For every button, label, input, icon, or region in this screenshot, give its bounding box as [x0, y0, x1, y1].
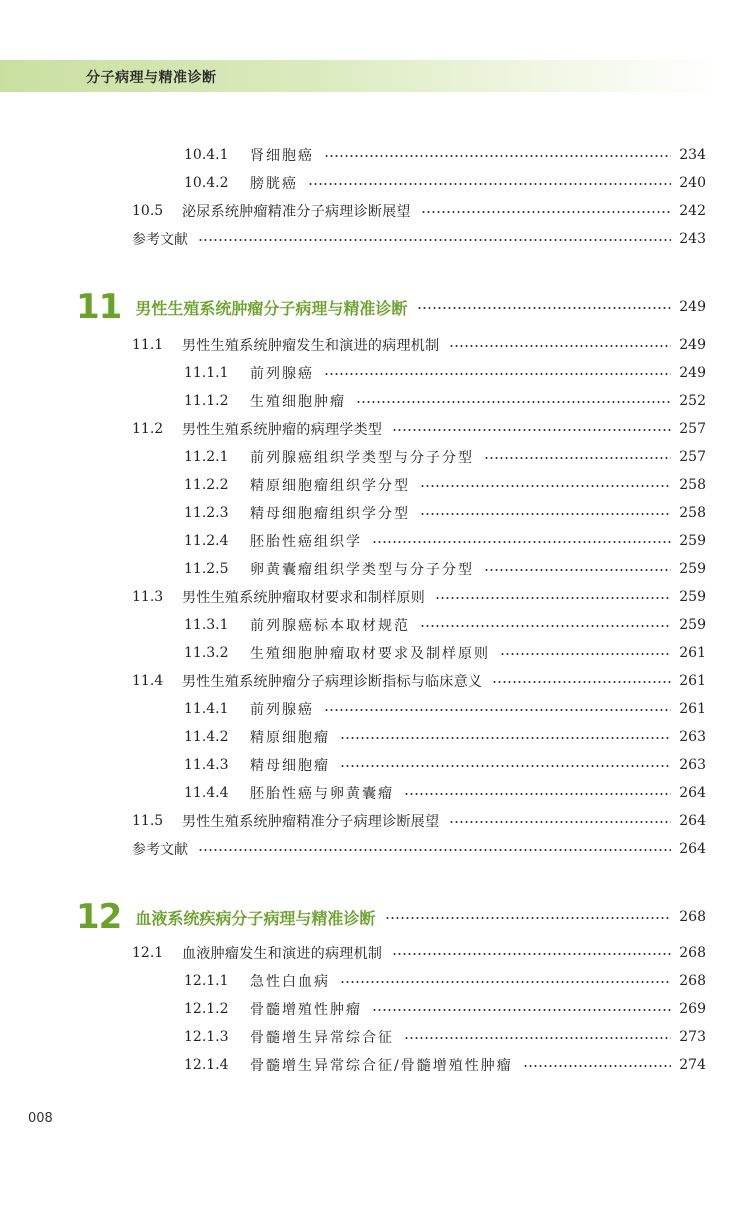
page-ref: 259 [679, 561, 706, 577]
dot-leader [420, 513, 671, 515]
toc-entry[interactable] [184, 362, 706, 384]
entry-title: 血液肿瘤发生和演进的病理机制 [182, 946, 383, 962]
section-number: 11.4.4 [184, 785, 229, 801]
entry-title: 男性生殖系统肿瘤精准分子病理诊断展望 [182, 814, 440, 830]
toc-entry[interactable] [184, 754, 706, 776]
section-number: 12.1.3 [184, 1029, 229, 1045]
entry-title: 骨髓增殖性肿瘤 [250, 1002, 362, 1018]
page-ref: 268 [679, 909, 706, 925]
toc-entry[interactable] [184, 558, 706, 580]
toc-entry[interactable] [184, 970, 706, 992]
page-number: 008 [28, 1111, 53, 1126]
dot-leader [385, 917, 671, 919]
dot-leader [324, 155, 671, 157]
entry-title: 骨髓增生异常综合征/骨髓增殖性肿瘤 [250, 1058, 513, 1074]
page-ref: 252 [679, 393, 706, 409]
toc-entry[interactable] [184, 1026, 706, 1048]
section-number: 11.2.5 [184, 561, 229, 577]
toc-entry[interactable] [132, 418, 706, 440]
dot-leader [484, 457, 671, 459]
toc-entry[interactable] [132, 810, 706, 832]
toc-entry[interactable] [184, 172, 706, 194]
entry-title: 血液系统疾病分子病理与精准诊断 [135, 908, 376, 928]
toc-chapter-row[interactable] [76, 287, 706, 327]
toc-entry[interactable] [132, 838, 706, 860]
page-ref: 264 [679, 841, 706, 857]
dot-leader [417, 307, 671, 309]
section-number: 11.1.2 [184, 393, 229, 409]
entry-title: 男性生殖系统肿瘤的病理学类型 [182, 422, 383, 438]
toc-entry[interactable] [184, 502, 706, 524]
toc-entry[interactable] [184, 782, 706, 804]
dot-leader [308, 183, 671, 185]
page-ref: 261 [679, 701, 706, 717]
entry-title: 泌尿系统肿瘤精准分子病理诊断展望 [182, 204, 411, 220]
section-number: 11.4.1 [184, 701, 229, 717]
section-number: 12.1.2 [184, 1001, 229, 1017]
toc-entry[interactable] [132, 586, 706, 608]
toc-chapter-row[interactable] [76, 897, 706, 937]
entry-title: 精母细胞瘤组织学分型 [250, 506, 410, 522]
entry-title: 男性生殖系统肿瘤取材要求和制样原则 [182, 590, 426, 606]
section-number: 11.5 [132, 813, 164, 829]
toc-entry[interactable] [184, 474, 706, 496]
dot-leader [404, 793, 671, 795]
page-ref: 264 [679, 785, 706, 801]
page-ref: 257 [679, 449, 706, 465]
section-number: 11.3.1 [184, 617, 229, 633]
page-ref: 273 [679, 1029, 706, 1045]
page-ref: 258 [679, 477, 706, 493]
entry-title: 前列腺癌 [250, 366, 314, 382]
entry-title: 精原细胞瘤 [250, 730, 330, 746]
dot-leader [421, 211, 671, 213]
toc-entry[interactable] [184, 144, 706, 166]
page-ref: 264 [679, 813, 706, 829]
entry-title: 前列腺癌 [250, 702, 314, 718]
dot-leader [356, 401, 671, 403]
page-ref: 240 [679, 175, 706, 191]
dot-leader [420, 485, 671, 487]
page-ref: 263 [679, 757, 706, 773]
entry-title: 参考文献 [132, 842, 188, 858]
toc-entry[interactable] [132, 942, 706, 964]
page-ref: 257 [679, 421, 706, 437]
toc-entry[interactable] [184, 726, 706, 748]
dot-leader [198, 239, 671, 241]
entry-title: 骨髓增生异常综合征 [250, 1030, 394, 1046]
dot-leader [372, 541, 671, 543]
section-number: 11.3.2 [184, 645, 229, 661]
toc-entry[interactable] [184, 1054, 706, 1076]
dot-leader [340, 737, 671, 739]
entry-title: 膀胱癌 [250, 176, 298, 192]
section-number: 11.2.4 [184, 533, 229, 549]
dot-leader [523, 1065, 672, 1067]
page-ref: 249 [679, 365, 706, 381]
dot-leader [392, 429, 671, 431]
section-number: 11.2.1 [184, 449, 229, 465]
entry-title: 胚胎性癌与卵黄囊瘤 [250, 786, 394, 802]
entry-title: 生殖细胞肿瘤取材要求及制样原则 [250, 646, 490, 662]
running-header-title: 分子病理与精准诊断 [86, 70, 217, 86]
toc-entry[interactable] [132, 670, 706, 692]
entry-title: 肾细胞癌 [250, 148, 314, 164]
page-ref: 269 [679, 1001, 706, 1017]
page-ref: 261 [679, 673, 706, 689]
toc-entry[interactable] [184, 390, 706, 412]
page-ref: 242 [679, 203, 706, 219]
page-ref: 259 [679, 533, 706, 549]
page-ref: 249 [679, 299, 706, 315]
entry-title: 男性生殖系统肿瘤发生和演进的病理机制 [182, 338, 440, 354]
dot-leader [372, 1009, 671, 1011]
section-number: 11.1.1 [184, 365, 229, 381]
entry-title: 卵黄囊瘤组织学类型与分子分型 [250, 562, 474, 578]
page-ref: 259 [679, 589, 706, 605]
section-number: 10.5 [132, 203, 164, 219]
section-number: 11.2.2 [184, 477, 229, 493]
entry-title: 精原细胞瘤组织学分型 [250, 478, 410, 494]
entry-title: 前列腺癌标本取材规范 [250, 618, 410, 634]
dot-leader [449, 345, 671, 347]
section-number: 11.2.3 [184, 505, 229, 521]
chapter-number: 12 [76, 897, 122, 937]
entry-title: 精母细胞瘤 [250, 758, 330, 774]
page-ref: 268 [679, 973, 706, 989]
toc-entry[interactable] [184, 614, 706, 636]
dot-leader [404, 1037, 671, 1039]
toc-entry[interactable] [132, 334, 706, 356]
section-number: 10.4.1 [184, 147, 229, 163]
page-ref: 263 [679, 729, 706, 745]
section-number: 12.1 [132, 945, 164, 961]
section-number: 11.2 [132, 421, 164, 437]
entry-title: 男性生殖系统肿瘤分子病理与精准诊断 [135, 298, 408, 318]
page-ref: 249 [679, 337, 706, 353]
dot-leader [484, 569, 671, 571]
page-ref: 274 [679, 1057, 706, 1073]
section-number: 11.4.3 [184, 757, 229, 773]
dot-leader [198, 849, 671, 851]
toc-entry[interactable] [132, 200, 706, 222]
dot-leader [435, 597, 671, 599]
dot-leader [500, 653, 671, 655]
page-ref: 268 [679, 945, 706, 961]
toc-entry[interactable] [184, 530, 706, 552]
section-number: 11.4.2 [184, 729, 229, 745]
dot-leader [340, 765, 671, 767]
section-number: 11.3 [132, 589, 164, 605]
toc-entry[interactable] [184, 698, 706, 720]
toc-entry[interactable] [132, 228, 706, 250]
toc-entry[interactable] [184, 446, 706, 468]
dot-leader [340, 981, 671, 983]
entry-title: 胚胎性癌组织学 [250, 534, 362, 550]
section-number: 11.1 [132, 337, 164, 353]
entry-title: 参考文献 [132, 232, 188, 248]
entry-title: 前列腺癌组织学类型与分子分型 [250, 450, 474, 466]
section-number: 12.1.1 [184, 973, 229, 989]
chapter-number: 11 [76, 287, 122, 327]
page-ref: 243 [679, 231, 706, 247]
dot-leader [492, 681, 671, 683]
dot-leader [324, 373, 671, 375]
entry-title: 生殖细胞肿瘤 [250, 394, 346, 410]
page-ref: 234 [679, 147, 706, 163]
section-number: 12.1.4 [184, 1057, 229, 1073]
section-number: 10.4.2 [184, 175, 229, 191]
page-ref: 261 [679, 645, 706, 661]
toc-entry[interactable] [184, 642, 706, 664]
dot-leader [392, 953, 671, 955]
toc-entry[interactable] [184, 998, 706, 1020]
dot-leader [324, 709, 671, 711]
page-ref: 259 [679, 617, 706, 633]
page-ref: 258 [679, 505, 706, 521]
dot-leader [449, 821, 671, 823]
section-number: 11.4 [132, 673, 164, 689]
dot-leader [420, 625, 671, 627]
entry-title: 男性生殖系统肿瘤分子病理诊断指标与临床意义 [182, 674, 483, 690]
entry-title: 急性白血病 [250, 974, 330, 990]
